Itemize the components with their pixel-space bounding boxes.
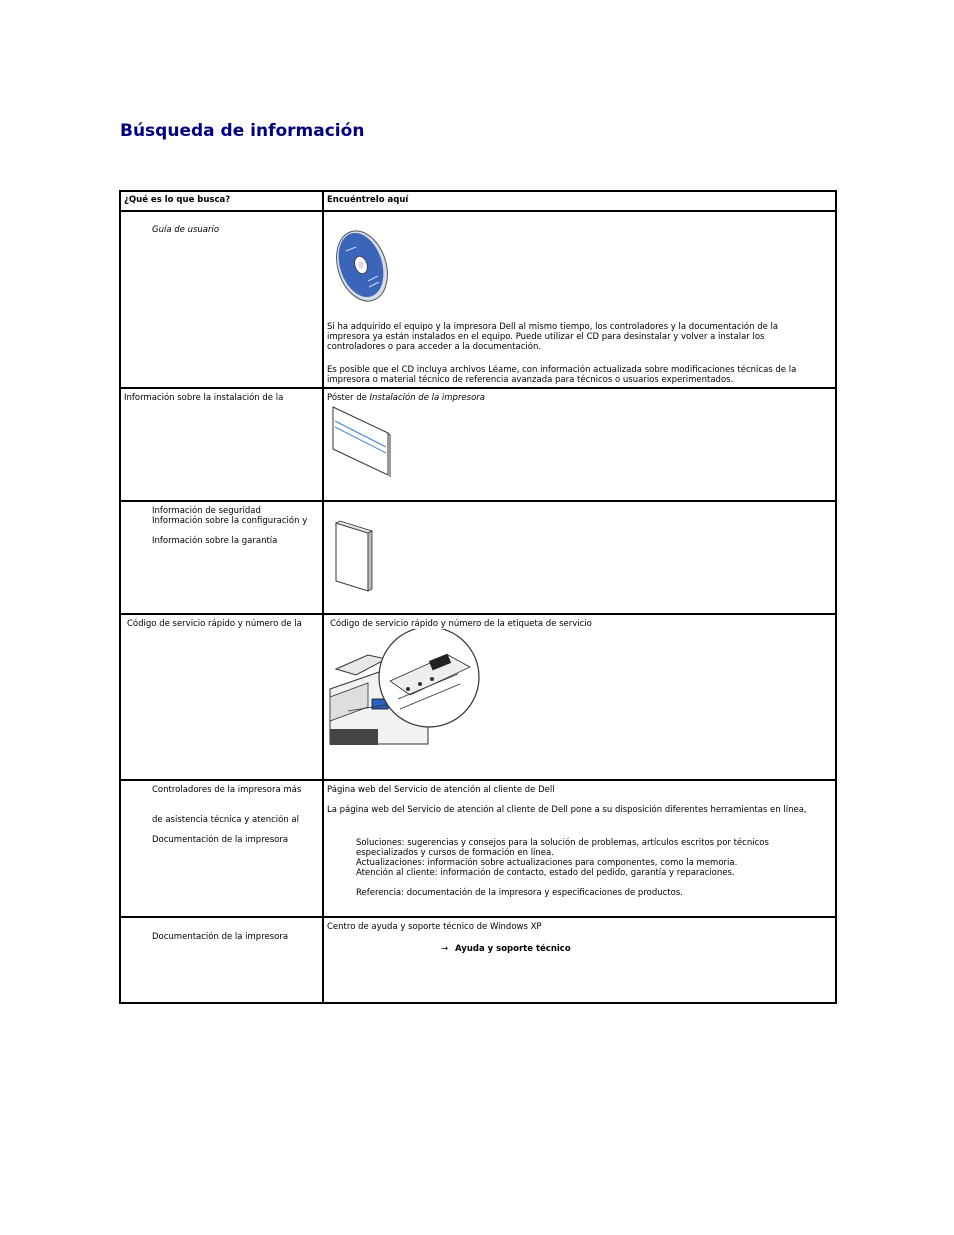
table-row: [120, 614, 836, 780]
list-item: Información sobre la garantía: [152, 536, 278, 546]
table-cell: [120, 917, 323, 1003]
page-title: Búsqueda de información: [120, 121, 365, 141]
table-row: [120, 388, 836, 501]
table-cell: [120, 614, 323, 780]
table-header-row: [120, 191, 836, 211]
list-item: Documentación de la impresora: [152, 932, 289, 942]
list-item: Información de seguridad: [152, 506, 261, 516]
booklet-icon: [332, 519, 374, 593]
table-cell: [323, 388, 836, 501]
table-row: [120, 211, 836, 388]
poster-caption: Póster de Instalación de la impresora: [327, 393, 485, 403]
support-site-intro: La página web del Servicio de atención al cliente de Dell pone a su disposición diferentes herramientas en línea,: [327, 805, 807, 815]
table-cell: [120, 780, 323, 917]
list-item: Actualizaciones: información sobre actualizaciones para componentes, como la memoria.: [356, 858, 738, 868]
paragraph: Si ha adquirido el equipo y la impresora Dell al mismo tiempo, los controladores y la documentación de la impresora ya están instalados en el equipo. Puede utilizar el CD para desinstalar y volver a instalar los controladores o para acceder a la documentación.: [327, 322, 779, 352]
table-row: [120, 917, 836, 1003]
column-header: ¿Qué es lo que busca?: [120, 191, 323, 211]
arrow-icon: →: [441, 944, 449, 954]
list-item: Documentación de la impresora: [152, 835, 289, 845]
table-cell: [323, 614, 836, 780]
table-cell: [323, 780, 836, 917]
help-support-label: Ayuda y soporte técnico: [455, 944, 571, 954]
table-row: [120, 780, 836, 917]
table-cell: [323, 211, 836, 388]
table-cell: [120, 388, 323, 501]
list-item: Atención al cliente: información de contacto, estado del pedido, garantía y reparaciones.: [356, 868, 735, 878]
info-table: [119, 190, 837, 1004]
list-item: Guía de usuario: [152, 225, 220, 235]
list-item: Información sobre la instalación de la: [124, 393, 284, 403]
table-cell: [120, 501, 323, 614]
windows-help-title: Centro de ayuda y soporte técnico de Windows XP: [327, 922, 542, 932]
list-item: de asistencia técnica y atención al: [152, 815, 300, 825]
list-item: Código de servicio rápido y número de la: [127, 619, 302, 629]
list-item: Referencia: documentación de la impresora y especificaciones de productos.: [356, 888, 683, 898]
cd-icon: [332, 229, 392, 304]
service-tag-caption: Código de servicio rápido y número de la etiqueta de servicio: [330, 619, 592, 629]
support-site-title: Página web del Servicio de atención al cliente de Dell: [327, 785, 555, 795]
column-header: Encuéntrelo aquí: [323, 191, 836, 211]
list-item: Información sobre la configuración y: [152, 516, 308, 526]
paragraph: Es posible que el CD incluya archivos Léame, con información actualizada sobre modificaciones técnicas de la impresora o material técnico de referencia avanzada para técnicos o usuarios experimentados.: [327, 365, 797, 385]
printer-service-tag-illustration: [328, 629, 482, 753]
poster-icon: [330, 405, 392, 479]
table-row: [120, 501, 836, 614]
table-cell: [120, 211, 323, 388]
list-item: Soluciones: sugerencias y consejos para la solución de problemas, artículos escritos por técnicos especializados y cursos de formación en línea.: [356, 838, 769, 858]
table-cell: [323, 917, 836, 1003]
list-item: Controladores de la impresora más: [152, 785, 302, 795]
table-cell: [323, 501, 836, 614]
